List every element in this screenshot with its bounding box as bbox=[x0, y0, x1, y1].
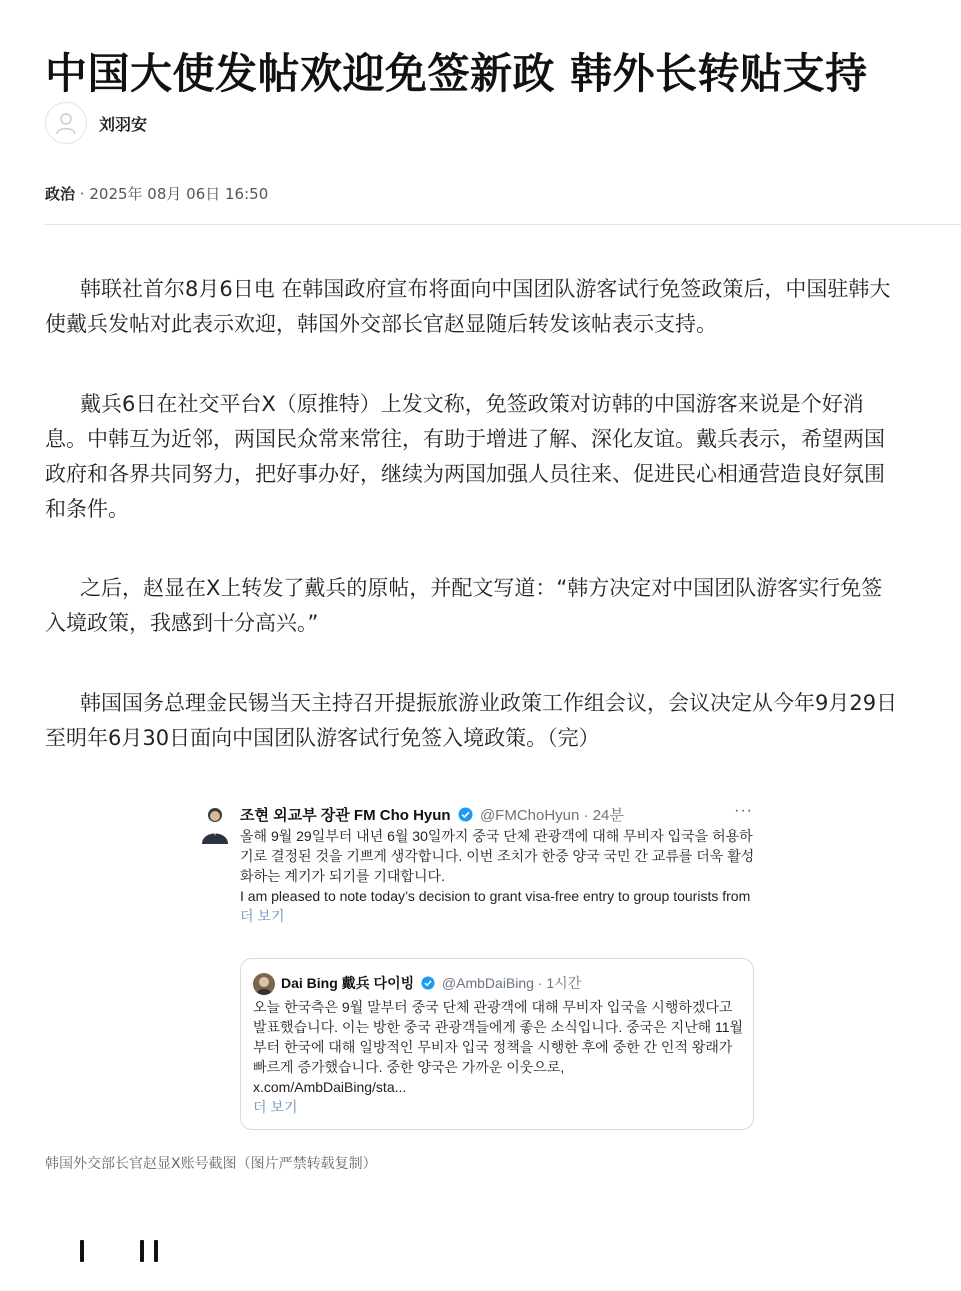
user-icon bbox=[55, 111, 77, 135]
quoted-text bbox=[253, 997, 745, 1117]
quoted-author-name: Dai Bing 戴兵 다이빙 bbox=[281, 975, 415, 991]
category-label[interactable]: 政治 bbox=[45, 185, 76, 203]
verified-badge-icon bbox=[458, 807, 473, 822]
paragraph-4: 韩国国务总理金民锡当天主持召开提振旅游业政策工作组会议，会议决定从今年9月29日至明年6月30日面向中国团队游客试行免签入境政策。（完） bbox=[45, 691, 898, 750]
tweet-author-name: 조현 외교부 장관 FM Cho Hyun bbox=[240, 807, 451, 824]
author-name[interactable]: 刘羽安 bbox=[99, 114, 148, 134]
tweet-screenshot bbox=[196, 800, 766, 1140]
paragraph-1: 韩联社首尔8月6日电 在韩国政府宣布将面向中国团队游客试行免签政策后，中国驻韩大使戴兵发帖对此表示欢迎，韩国外交部长官赵显随后转发该帖表示支持。 bbox=[45, 277, 891, 336]
avatar-figure-icon bbox=[253, 973, 275, 995]
image-caption: 韩国外交部长官赵显X账号截图（图片严禁转载复制） bbox=[45, 1156, 377, 1172]
tweet-handle: @FMChoHyun bbox=[479, 807, 580, 824]
verified-badge-icon bbox=[421, 976, 435, 990]
quoted-tweet bbox=[240, 958, 754, 1130]
quoted-show-more: 더 보기 bbox=[253, 1099, 298, 1115]
author-row[interactable] bbox=[45, 101, 147, 145]
quoted-header bbox=[281, 973, 581, 993]
paragraph-3: 之后，赵显在X上转发了戴兵的原帖，并配文写道：“韩方决定对中国团队游客实行免签入境政策，我感到十分高兴。” bbox=[45, 576, 883, 635]
tweet-header bbox=[240, 804, 624, 825]
article-title: 中国大使发帖欢迎免签新政 韩外长转贴支持 bbox=[45, 49, 868, 99]
meta-separator: · bbox=[79, 185, 85, 203]
tweet-text-en: I am pleased to note today’s decision to grant visa-free entry to group tourists from bbox=[240, 888, 751, 904]
author-avatar[interactable] bbox=[45, 102, 87, 144]
quoted-text-body: 오늘 한국측은 9월 말부터 중국 단체 관광객에 대해 무비자 입국을 시행하겠다고 발표했습니다. 이는 방한 중국 관광객들에게 좋은 소식입니다. 중국은 지난해 11월부터 한국에 대해 일방적인 무비자 입국 정책을 시행한 후에 중한 간 인적 왕래가 빠르게 증가했습니다. 중한 양국은 가까운 이웃으로, bbox=[253, 999, 744, 1075]
publish-datetime: 2025年 08月 06日 16:50 bbox=[89, 185, 269, 203]
tweet-time: · 24분 bbox=[583, 807, 624, 824]
tweet-text bbox=[240, 826, 760, 926]
tweet-author-avatar bbox=[200, 806, 230, 844]
quoted-time: · 1시간 bbox=[537, 975, 582, 991]
paragraph-2: 戴兵6日在社交平台X（原推特）上发文称，免签政策对访韩的中国游客来说是个好消息。中韩互为近邻，两国民众常来常往，有助于增进了解、深化友谊。戴兵表示，希望两国政府和各界共同努力，把好事办好，继续为两国加强人员往来、促进民心相通营造良好氛围和条件。 bbox=[45, 392, 885, 521]
quoted-handle: @AmbDaiBing bbox=[441, 975, 534, 991]
tweet-text-ko: 올해 9월 29일부터 내년 6월 30일까지 중국 단체 관광객에 대해 무비자 입국을 허용하기로 결정된 것을 기쁘게 생각합니다. 이번 조치가 한중 양국 국민 간 교류를 더욱 활성화하는 계기가 되기를 기대합니다. bbox=[240, 828, 755, 884]
quoted-link: x.com/AmbDaiBing/sta... bbox=[253, 1079, 407, 1095]
quoted-author-avatar bbox=[253, 973, 275, 995]
tweet-show-more: 더 보기 bbox=[240, 908, 285, 924]
header-divider bbox=[45, 224, 961, 225]
more-options-icon: ··· bbox=[734, 802, 753, 819]
article-meta bbox=[45, 183, 268, 204]
